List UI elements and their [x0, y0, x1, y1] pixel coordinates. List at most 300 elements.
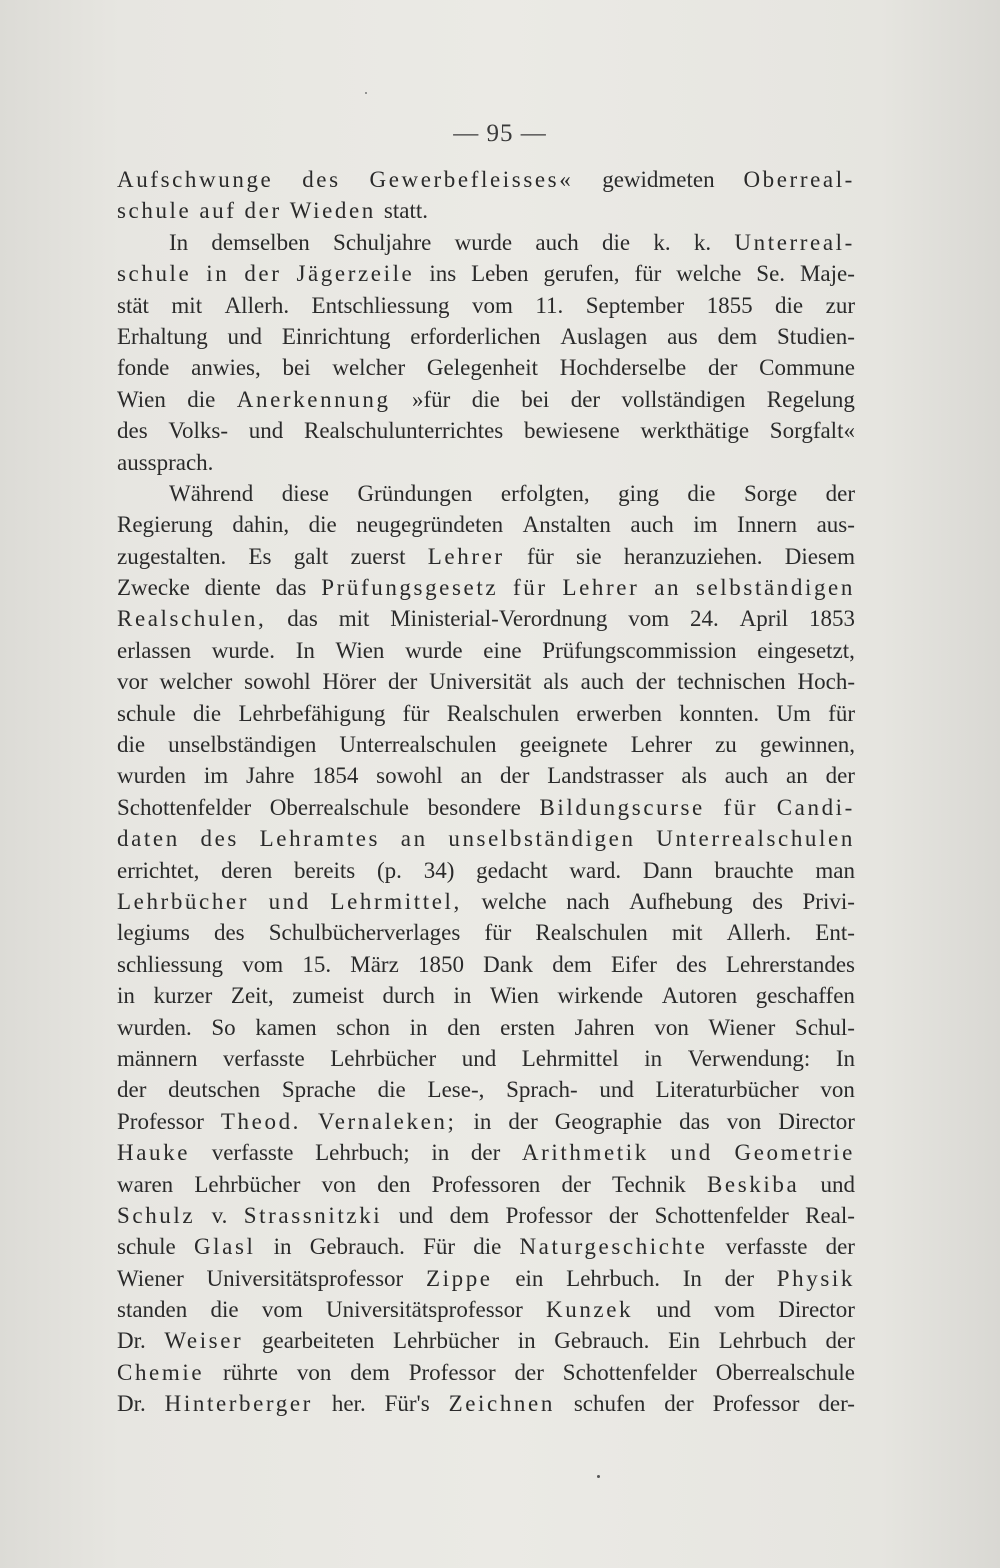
- word: der: [500, 763, 530, 789]
- word: der: [707, 355, 738, 381]
- word: Verwendung:: [687, 1045, 811, 1071]
- word: sie: [576, 543, 602, 569]
- word: brauchte: [714, 857, 794, 883]
- word: 24.: [690, 606, 719, 632]
- word: dem: [449, 1202, 490, 1228]
- word: 11.: [535, 292, 564, 318]
- word: aus: [667, 323, 698, 349]
- word: im: [203, 763, 229, 789]
- word: In: [682, 1265, 702, 1291]
- spaced-word: in: [206, 261, 230, 287]
- word: der: [635, 669, 666, 695]
- word: vor: [117, 669, 148, 695]
- word: vollständigen: [621, 386, 746, 412]
- word: Ent-: [815, 920, 855, 946]
- word: her.: [331, 1391, 366, 1417]
- word: Regierung: [117, 512, 213, 538]
- word: Für: [423, 1234, 456, 1260]
- spaced-word: der: [244, 261, 282, 287]
- word: Realschulunterrichtes: [303, 418, 504, 444]
- word: in: [473, 1108, 492, 1134]
- word: In: [295, 637, 315, 663]
- word: Innern: [737, 512, 798, 538]
- word: welcher: [159, 669, 233, 695]
- text-line: [117, 1043, 855, 1074]
- word: v.: [211, 1202, 228, 1228]
- word: Ein: [668, 1328, 701, 1354]
- word: von: [654, 1014, 689, 1040]
- word: welche: [481, 888, 547, 914]
- word: von: [321, 1171, 357, 1197]
- word: männern: [117, 1045, 198, 1071]
- word: Sorgfalt«: [769, 418, 855, 444]
- word: schufen: [573, 1391, 646, 1417]
- word: Professor: [408, 1359, 496, 1385]
- word: vom: [714, 1297, 756, 1323]
- word: werkthätige: [640, 418, 750, 444]
- text-line: [117, 195, 855, 226]
- word: Professor: [117, 1108, 204, 1134]
- word: Volks-: [168, 418, 229, 444]
- word: 1855: [706, 292, 753, 318]
- word: und: [656, 1297, 691, 1323]
- word: der: [825, 1328, 855, 1354]
- word: gedacht: [476, 857, 548, 883]
- word: geeignete: [519, 732, 608, 758]
- word: Wien: [490, 983, 539, 1009]
- word: dahin,: [232, 512, 290, 538]
- spaced-word: Zippe: [425, 1265, 493, 1291]
- word: 1854: [312, 763, 359, 789]
- word: besondere: [427, 794, 521, 820]
- text-line: [117, 258, 855, 289]
- spaced-word: an: [654, 575, 682, 601]
- body-text: [117, 164, 855, 1420]
- word: Landstrasser: [547, 763, 664, 789]
- word: von: [296, 1359, 332, 1385]
- word: 34): [423, 857, 455, 883]
- word: mit: [171, 292, 203, 318]
- word: Sprache: [281, 1077, 356, 1103]
- spaced-word: Jägerzeile: [296, 261, 415, 287]
- word: als: [681, 763, 707, 789]
- word: ein: [515, 1265, 544, 1291]
- word: Aufhebung: [629, 888, 733, 914]
- word: die: [308, 512, 337, 538]
- word: Lehrbuch;: [315, 1140, 410, 1166]
- spaced-word: auf: [199, 198, 237, 224]
- word: Lese-,: [427, 1077, 485, 1103]
- spaced-word: Arithmetik: [521, 1140, 649, 1166]
- spaced-word: Lehrer: [427, 543, 505, 569]
- text-line: [117, 1169, 855, 1200]
- text-line: [117, 855, 855, 886]
- word: Lehrer: [630, 732, 693, 758]
- word: ging: [618, 480, 659, 506]
- word: technischen: [677, 669, 786, 695]
- text-line: [117, 227, 855, 258]
- print-speck: [597, 1475, 600, 1478]
- word: die: [471, 386, 500, 412]
- word: im: [693, 512, 718, 538]
- word: vom: [628, 606, 670, 632]
- text-line: [117, 164, 855, 195]
- text-line: [117, 823, 855, 854]
- word: Anstalten: [522, 512, 611, 538]
- spaced-word: Bildungscurse: [539, 794, 705, 820]
- word: Allerh.: [224, 292, 290, 318]
- word: verfasste: [725, 1234, 808, 1260]
- spaced-word: Glasl: [193, 1234, 256, 1260]
- word: in: [273, 1234, 292, 1260]
- spaced-word: Anerkennung: [236, 386, 391, 412]
- word: Eifer: [610, 951, 657, 977]
- word: und: [599, 1077, 634, 1103]
- word: man: [815, 857, 855, 883]
- word: der: [825, 763, 855, 789]
- word: Se.: [756, 261, 786, 287]
- word: sowohl: [376, 763, 443, 789]
- word: für: [402, 700, 430, 726]
- word: konnten.: [679, 700, 760, 726]
- word: Zeit,: [230, 983, 274, 1009]
- word: »für: [411, 386, 451, 412]
- word: Geographie: [554, 1108, 663, 1134]
- word: mit: [338, 606, 370, 632]
- word: der: [387, 669, 418, 695]
- word: verfasste: [222, 1045, 305, 1071]
- spaced-word: Hinterberger: [164, 1391, 313, 1417]
- word: diese: [281, 480, 329, 506]
- word: der: [664, 1391, 694, 1417]
- spaced-word: Geometrie: [734, 1140, 855, 1166]
- spaced-word: für: [512, 575, 548, 601]
- word: Einrichtung: [281, 323, 391, 349]
- word: anwies,: [191, 355, 261, 381]
- spaced-word: Hauke: [117, 1140, 191, 1166]
- text-line: [117, 729, 855, 760]
- text-line: [117, 949, 855, 980]
- word: Autoren: [661, 983, 738, 1009]
- word: als: [543, 669, 569, 695]
- word: Lehrbefähigung: [238, 700, 386, 726]
- spaced-word: Wieden: [289, 198, 376, 224]
- spaced-word: Lehrbücher: [117, 888, 249, 914]
- word: bereits: [293, 857, 356, 883]
- word: gewinnen,: [759, 732, 855, 758]
- word: in: [517, 1328, 536, 1354]
- spaced-word: Lehrmittel,: [330, 888, 462, 914]
- text-line: [117, 1325, 855, 1356]
- text-line: [117, 509, 855, 540]
- word: Lehrbücher: [194, 1171, 301, 1197]
- word: die: [193, 700, 222, 726]
- word: ins: [429, 261, 457, 287]
- word: die: [602, 229, 631, 255]
- word: diente: [204, 575, 261, 601]
- word: Wien: [117, 386, 166, 412]
- word: Hörer: [322, 669, 377, 695]
- word: Lehrbuch.: [566, 1265, 661, 1291]
- text-line: [117, 572, 855, 603]
- text-line: [117, 792, 855, 823]
- word: zugestalten.: [117, 543, 227, 569]
- word: schule: [117, 1234, 176, 1260]
- word: eingesetzt,: [757, 637, 855, 663]
- spaced-word: Physik: [776, 1265, 855, 1291]
- word: der: [117, 1077, 147, 1103]
- word: auch: [630, 512, 674, 538]
- text-line: [117, 1200, 855, 1231]
- word: von: [820, 1077, 855, 1103]
- text-line: [117, 603, 855, 634]
- text-line: [117, 980, 855, 1011]
- word: statt.: [383, 198, 428, 224]
- word: vom: [242, 951, 284, 977]
- spaced-word: selbständigen: [695, 575, 855, 601]
- word: Universität: [429, 669, 532, 695]
- spaced-word: Lehramtes: [259, 826, 381, 852]
- word: eine: [483, 637, 522, 663]
- word: Hochderselbe: [559, 355, 687, 381]
- word: auch: [535, 229, 579, 255]
- word: in: [431, 1140, 450, 1166]
- word: der: [470, 1140, 501, 1166]
- spaced-word: Strassnitzki: [243, 1202, 383, 1228]
- word: der: [608, 1202, 639, 1228]
- word: Lehrmittel: [521, 1045, 619, 1071]
- spaced-word: Kunzek: [546, 1297, 634, 1323]
- word: erlassen: [117, 637, 192, 663]
- spaced-word: Schulz: [117, 1202, 196, 1228]
- text-line: [117, 666, 855, 697]
- word: sowohl: [244, 669, 311, 695]
- word: April: [739, 606, 789, 632]
- spaced-word: Unterreal-: [734, 229, 855, 255]
- spaced-word: und: [670, 1140, 713, 1166]
- word: Lehrerstandes: [726, 951, 855, 977]
- text-line: [117, 384, 855, 415]
- word: (p.: [377, 857, 402, 883]
- word: Dr.: [117, 1391, 146, 1417]
- word: Technik: [612, 1171, 686, 1197]
- word: Universitätsprofessor: [206, 1265, 404, 1291]
- word: Es: [248, 543, 272, 569]
- spaced-word: Zeichnen: [448, 1391, 555, 1417]
- word: kurzer: [153, 983, 213, 1009]
- word: vom: [472, 292, 513, 318]
- word: Dann: [642, 857, 693, 883]
- word: dem: [717, 323, 758, 349]
- text-line: [117, 1137, 855, 1168]
- word: wirkende: [557, 983, 644, 1009]
- word: Universitätsprofessor: [326, 1297, 523, 1323]
- word: In: [835, 1045, 855, 1071]
- word: Unterrealschulen: [339, 732, 497, 758]
- spaced-word: Vernaleken;: [318, 1108, 457, 1134]
- word: September: [585, 292, 685, 318]
- word: für: [634, 261, 662, 287]
- word: heranzuziehen.: [623, 543, 763, 569]
- word: der: [724, 1265, 755, 1291]
- word: wurden: [117, 763, 186, 789]
- word: und: [227, 323, 263, 349]
- word: Maje-: [799, 261, 855, 287]
- word: der: [561, 1171, 591, 1197]
- text-line: [117, 1106, 855, 1137]
- word: galt: [293, 543, 329, 569]
- word: Während: [169, 480, 254, 506]
- word: 1850: [417, 951, 464, 977]
- word: die: [775, 292, 804, 318]
- word: gearbeiteten: [261, 1328, 375, 1354]
- spaced-word: des: [200, 826, 239, 852]
- text-line: [117, 1012, 855, 1043]
- word: wurde: [405, 637, 463, 663]
- spaced-word: unselbständigen: [448, 826, 636, 852]
- spaced-word: des: [302, 167, 341, 192]
- word: Regelung: [766, 386, 855, 412]
- text-line: [117, 321, 855, 352]
- word: Leben: [471, 261, 529, 287]
- word: gerufen,: [543, 261, 620, 287]
- word: Prüfungscommission: [542, 637, 737, 663]
- word: zu: [715, 732, 737, 758]
- word: das: [275, 575, 307, 601]
- word: 15.: [302, 951, 332, 977]
- word: der: [570, 386, 601, 412]
- word: Director: [778, 1108, 855, 1134]
- word: Professor: [505, 1202, 593, 1228]
- text-line: [117, 290, 855, 321]
- word: welcher: [332, 355, 406, 381]
- text-line: [117, 698, 855, 729]
- word: schliessung: [117, 951, 224, 977]
- text-line: [117, 1294, 855, 1325]
- word: Realschulen: [446, 700, 560, 726]
- word: Schottenfelder: [562, 1359, 697, 1385]
- word: die: [377, 1077, 406, 1103]
- spaced-word: an: [400, 826, 428, 852]
- word: errichtet,: [117, 857, 200, 883]
- word: Hoch-: [797, 669, 855, 695]
- word: Commune: [759, 355, 855, 381]
- spaced-word: schule: [117, 198, 192, 224]
- word: auch: [724, 763, 769, 789]
- text-line: [117, 917, 855, 948]
- word: Gebrauch.: [554, 1328, 650, 1354]
- spaced-word: Candi-: [776, 794, 855, 820]
- word: das: [287, 606, 318, 632]
- word: Director: [778, 1297, 855, 1323]
- word: Professor: [712, 1391, 800, 1417]
- word: So: [211, 1014, 236, 1040]
- word: aus-: [816, 512, 855, 538]
- word: durch: [382, 983, 435, 1009]
- word: Ministerial-Verordnung: [390, 606, 608, 632]
- word: vom: [261, 1297, 303, 1323]
- word: Lehrbücher: [330, 1045, 437, 1071]
- word: in: [644, 1045, 663, 1071]
- word: Lehrbücher: [393, 1328, 500, 1354]
- word: die: [473, 1234, 502, 1260]
- word: Schul-: [794, 1014, 855, 1040]
- word: schon: [336, 1014, 390, 1040]
- text-line: [117, 635, 855, 666]
- text-line: [117, 1263, 855, 1294]
- word: an: [460, 763, 483, 789]
- word: fonde: [117, 355, 170, 381]
- spaced-word: Gewerbefleisses«: [369, 167, 574, 192]
- word: Wien: [335, 637, 385, 663]
- word: Wiener: [117, 1265, 184, 1291]
- spaced-word: Lehrer: [562, 575, 640, 601]
- word: der: [508, 1108, 538, 1134]
- word: schule: [117, 700, 176, 726]
- word: Schottenfelder: [654, 1202, 789, 1228]
- text-line: [117, 478, 855, 509]
- spaced-word: Naturgeschichte: [519, 1234, 708, 1260]
- word: Literaturbücher: [655, 1077, 799, 1103]
- word: Oberrealschule: [715, 1359, 855, 1385]
- word: des: [117, 418, 148, 444]
- text-line: [117, 760, 855, 791]
- word: den: [447, 1014, 481, 1040]
- word: der: [514, 1359, 544, 1385]
- text-line: [117, 415, 855, 446]
- spaced-word: für: [723, 794, 759, 820]
- word: Um: [776, 700, 811, 726]
- spaced-word: Unterrealschulen: [656, 826, 855, 852]
- word: der: [825, 1234, 855, 1260]
- spaced-word: Prüfungsgesetz: [321, 575, 499, 601]
- word: Auslagen: [560, 323, 648, 349]
- word: ersten: [500, 1014, 555, 1040]
- word: dem: [552, 951, 592, 977]
- word: demselben: [211, 229, 310, 255]
- word: Zwecke: [117, 575, 190, 601]
- word: Oberrealschule: [269, 794, 409, 820]
- word: Schuljahre: [333, 229, 432, 255]
- word: Dr.: [117, 1328, 146, 1354]
- word: März: [350, 951, 399, 977]
- word: k.: [653, 229, 671, 255]
- word: In: [169, 229, 189, 255]
- word: gewidmeten: [602, 167, 715, 192]
- word: für: [828, 700, 855, 726]
- word: in: [117, 983, 135, 1009]
- spaced-word: Beskiba: [706, 1171, 800, 1197]
- word: Lehrbuch: [718, 1328, 807, 1354]
- word: unselbständigen: [168, 732, 317, 758]
- word: bei: [282, 355, 311, 381]
- word: wurde: [454, 229, 513, 255]
- word: wurden.: [117, 1014, 192, 1040]
- word: zur: [825, 292, 855, 318]
- word: Allerh.: [726, 920, 792, 946]
- text-line: [117, 1388, 855, 1419]
- word: nach: [566, 888, 610, 914]
- spaced-word: der: [244, 198, 282, 224]
- word: Sprach-: [506, 1077, 578, 1103]
- word: der-: [818, 1391, 855, 1417]
- word: der: [825, 480, 855, 506]
- text-line: [117, 352, 855, 383]
- word: die: [210, 1297, 239, 1323]
- print-speck: [365, 92, 367, 94]
- word: Privi-: [802, 888, 855, 914]
- word: aussprach.: [117, 449, 214, 475]
